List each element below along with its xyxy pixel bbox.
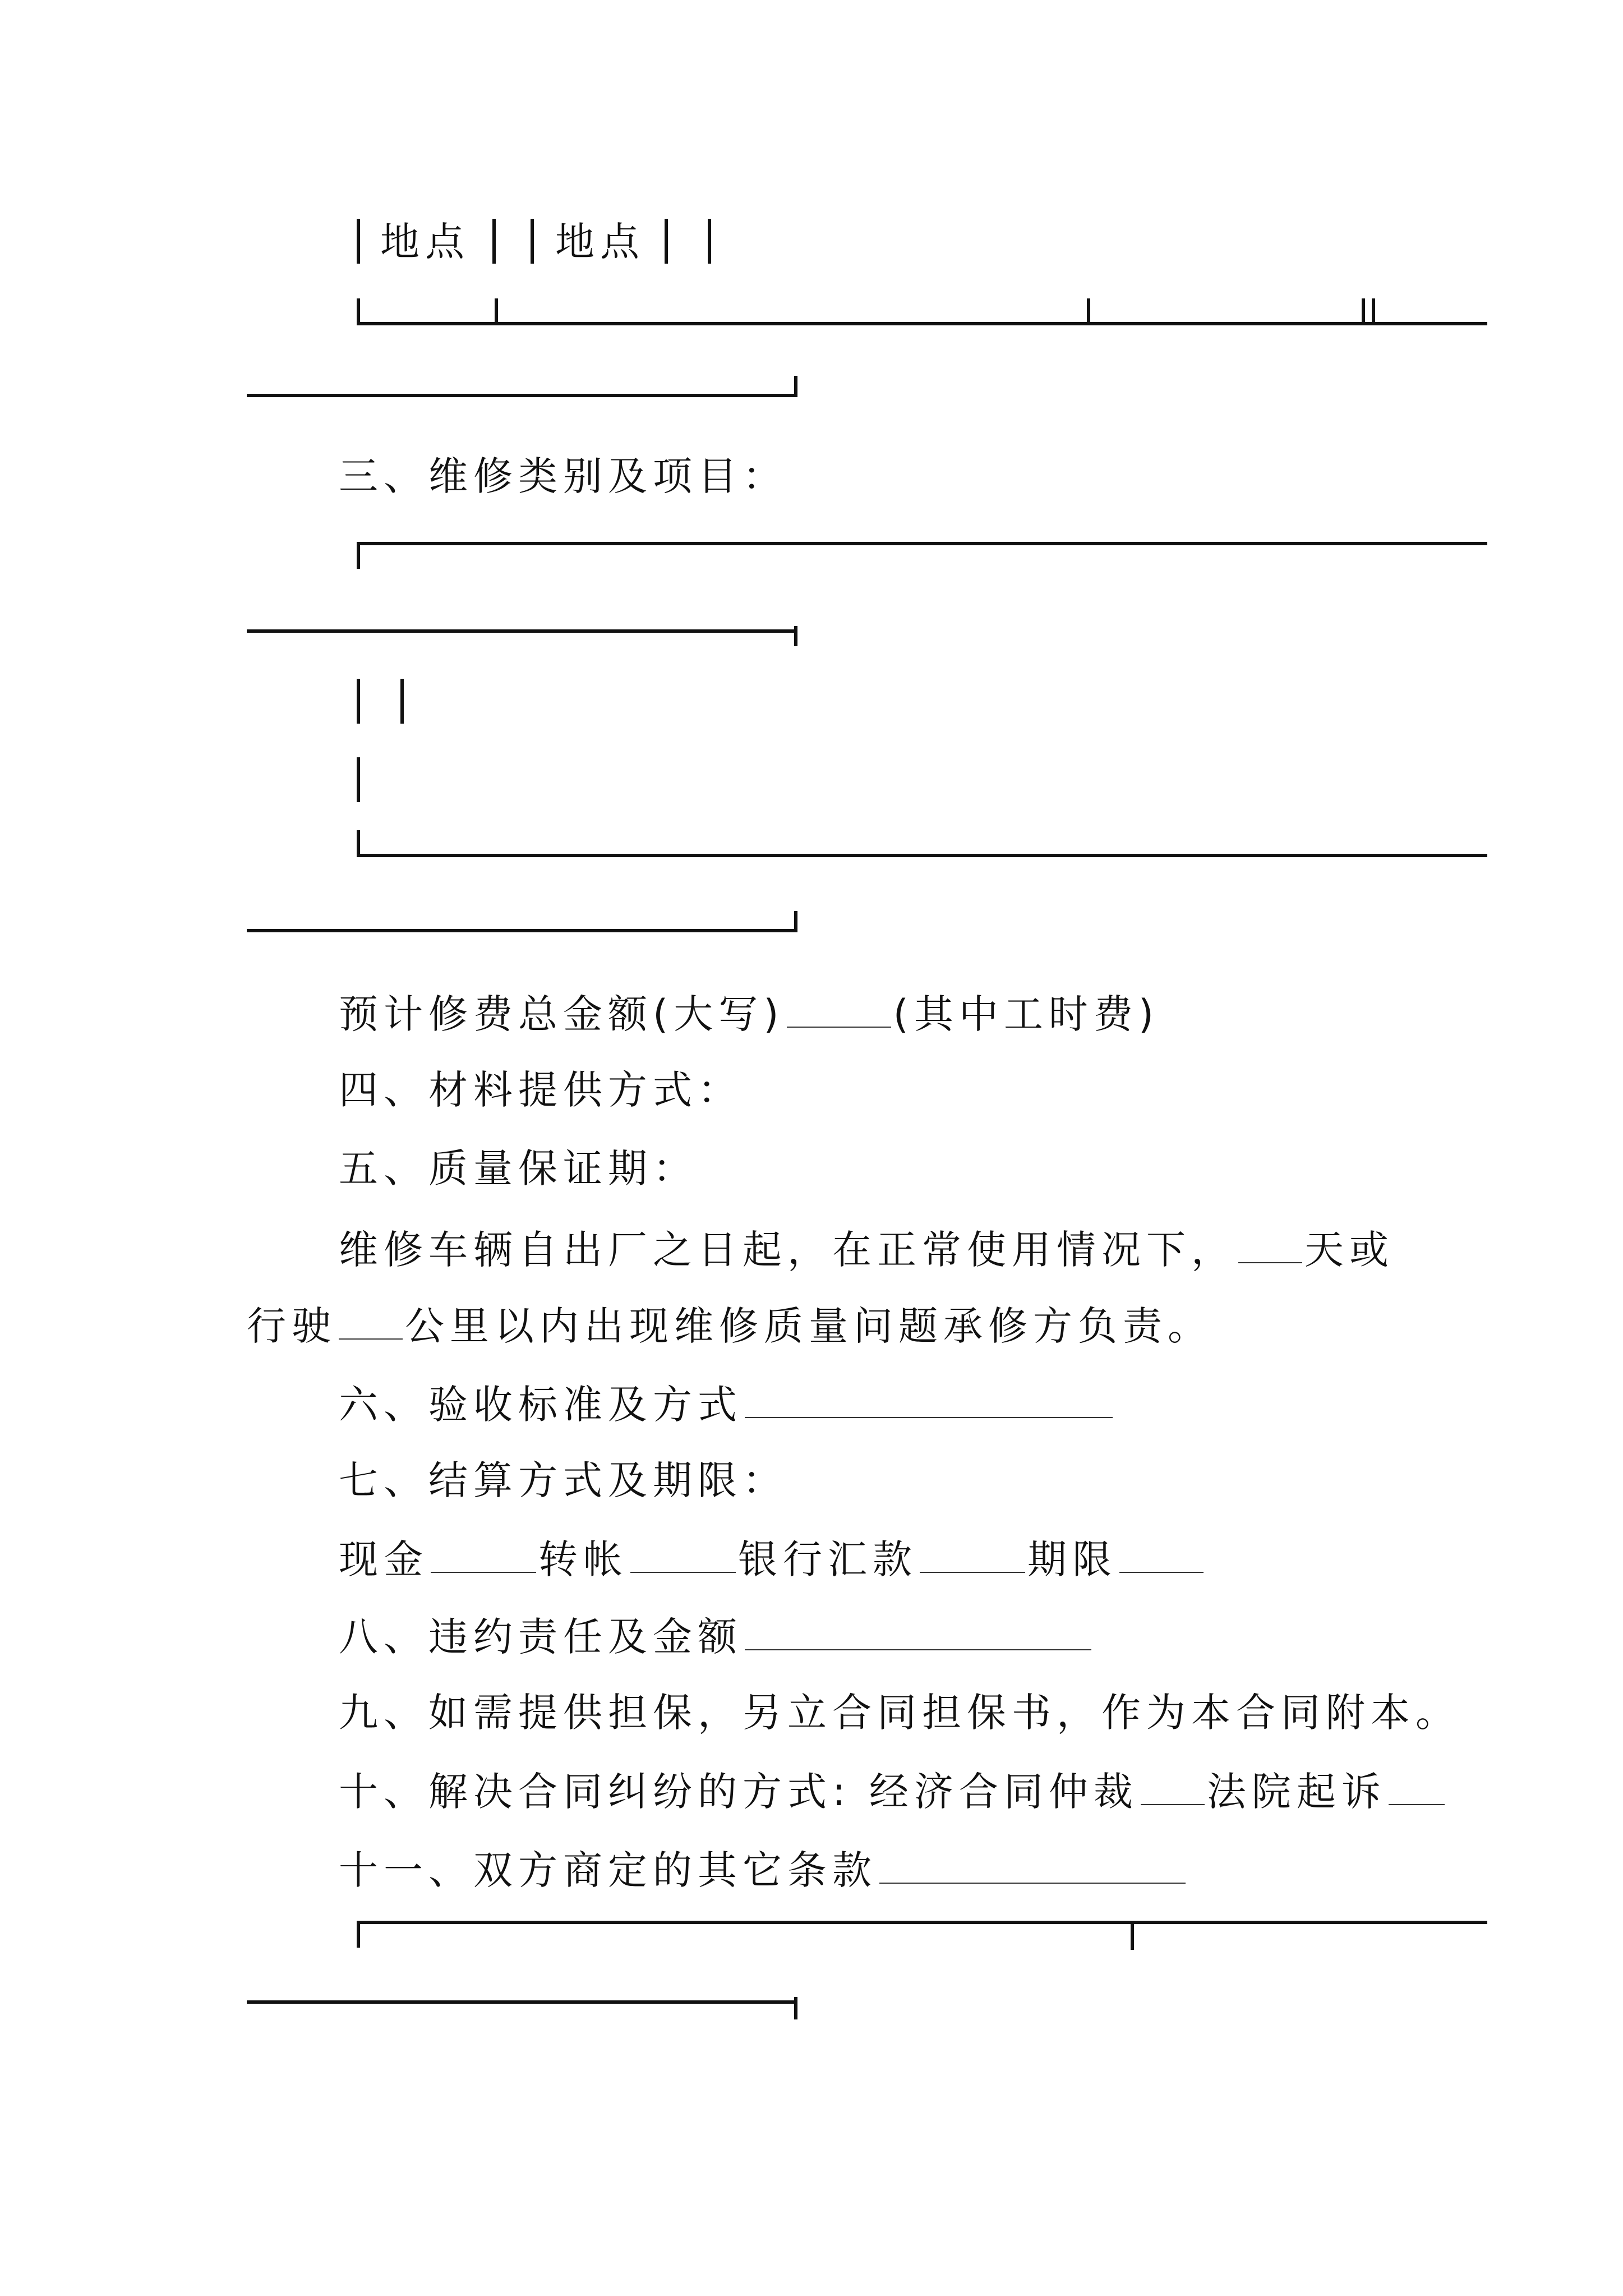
table-border xyxy=(357,219,360,264)
table-border xyxy=(400,679,404,724)
table-border xyxy=(357,757,360,802)
table-border xyxy=(1372,298,1375,325)
liability-blank[interactable] xyxy=(745,1614,1091,1650)
other-terms-blank[interactable] xyxy=(879,1848,1186,1884)
section-11-line xyxy=(339,1847,1188,1893)
table-border xyxy=(357,854,1487,857)
section-10-line: 十、解决合同纠纷的方式: 经济合同仲裁 法院起诉 xyxy=(339,1769,1447,1811)
table-border xyxy=(1131,1921,1134,1950)
estimate-suffix: (其中工时费) xyxy=(893,991,1160,1037)
table-border xyxy=(247,2000,797,2004)
table-border xyxy=(357,542,360,569)
bank-remittance-blank[interactable] xyxy=(920,1537,1025,1573)
table-border xyxy=(531,219,534,264)
table-border xyxy=(357,679,360,724)
table-border xyxy=(665,219,668,264)
section-9-text: 九、如需提供担保，另立合同担保书，作为本合同附本。 xyxy=(339,1690,1460,1736)
table-border xyxy=(247,929,797,932)
section-3-heading: 三、维修类别及项目： xyxy=(339,453,787,499)
estimate-line xyxy=(339,991,1160,1037)
table-border xyxy=(357,1921,1487,1924)
table-border xyxy=(1362,298,1365,325)
section-5-line-2: 行驶 公里以内出现维修质量问题承修方负责。 xyxy=(247,1303,1212,1349)
section-5-line-1: 维修车辆自出厂之日起，在正常使用情况下， 天或 xyxy=(339,1227,1394,1273)
section-6-line xyxy=(339,1382,1115,1428)
table-border xyxy=(495,298,498,325)
table-border xyxy=(1087,298,1090,325)
table-border xyxy=(708,219,711,264)
table-border xyxy=(794,376,797,397)
table-cell-location-2: 地点 xyxy=(555,219,645,265)
section-7-heading: 七、结算方式及期限： xyxy=(339,1457,787,1503)
section-7-payment-line: 现金 转帐 银行汇款 期限 xyxy=(339,1537,1206,1579)
section-8-heading: 八、违约责任及金额 xyxy=(339,1614,743,1660)
table-border xyxy=(357,1921,360,1948)
table-border xyxy=(357,542,1487,545)
warranty-km-blank[interactable] xyxy=(339,1304,403,1340)
transfer-blank[interactable] xyxy=(630,1537,736,1573)
estimate-label: 预计修费总金额(大写) xyxy=(339,991,785,1037)
acceptance-standard-blank[interactable] xyxy=(745,1382,1113,1418)
table-border xyxy=(357,322,1487,325)
section-8-line xyxy=(339,1614,1094,1660)
table-border xyxy=(794,626,797,646)
section-4-heading: 四、材料提供方式： xyxy=(339,1067,743,1113)
table-border xyxy=(794,911,797,932)
table-border xyxy=(357,298,360,325)
table-border xyxy=(247,629,797,633)
cash-blank[interactable] xyxy=(431,1537,536,1573)
table-cell-location-1: 地点 xyxy=(380,219,470,265)
table-border xyxy=(357,830,360,857)
warranty-days-blank[interactable] xyxy=(1238,1227,1302,1263)
section-5-heading: 五、质量保证期： xyxy=(339,1145,698,1191)
section-11-heading: 十一、双方商定的其它条款 xyxy=(339,1847,877,1893)
table-border xyxy=(492,219,496,264)
arbitration-blank[interactable] xyxy=(1141,1769,1205,1805)
table-border xyxy=(794,1997,797,2019)
table-border xyxy=(247,394,797,397)
term-blank[interactable] xyxy=(1119,1537,1204,1573)
court-blank[interactable] xyxy=(1389,1769,1445,1805)
section-6-heading: 六、验收标准及方式 xyxy=(339,1382,743,1428)
estimate-amount-blank[interactable] xyxy=(787,992,891,1028)
